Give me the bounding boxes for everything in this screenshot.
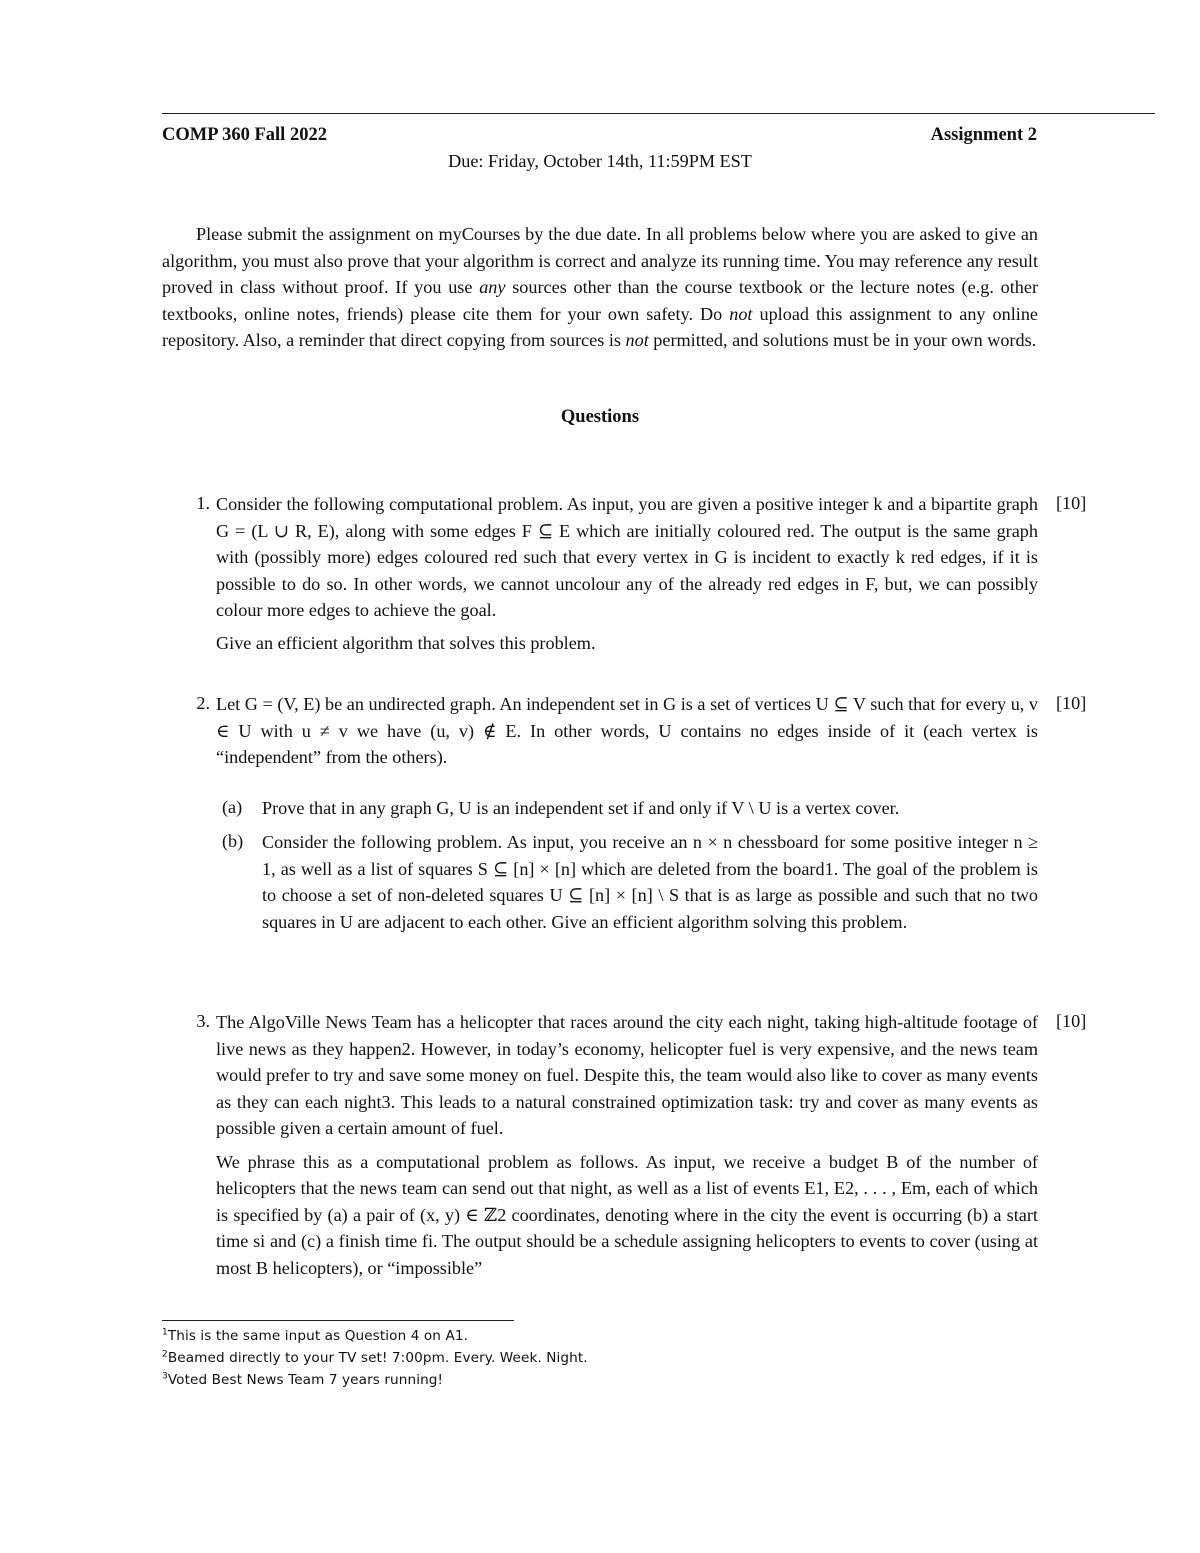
assignment-title: Assignment 2 [930,125,1037,145]
question-1-text [216,491,1038,656]
question-2-text: Let G = (V, E) be an undirected graph. An independent set in G is a set of vertices U ⊆ V such that for every u, v ∈ U with u ≠ v we have (u, v) ∉ E. In other words, U contains no edges inside of it (each vertex is “independent” from the others). [216,694,1038,767]
question-2a-text: Prove that in any graph G, U is an independent set if and only if V \ U is a vertex cover. [262,798,900,818]
footnote-rule [162,1320,514,1321]
question-1-number: 1. [196,493,210,513]
question-3-text [216,1009,1038,1281]
question-1-marks: [10] [1056,493,1087,513]
question-3-paragraph-1: The AlgoVille News Team has a helicopter that races around the city each night, taking high-altitude footage of live news as they happen2. However, in today’s economy, helicopter fuel is very expensive, and the news team would prefer to try and save some money on fuel. Despite this, the team would also like to cover as many events as they can each night3. This leads to a natural constrained optimization task: try and cover as many events as possible given a certain amount of fuel. [216,1012,1038,1138]
question-3-marks: [10] [1056,1011,1087,1031]
header-rule [162,113,1155,114]
question-2-marks: [10] [1056,693,1087,713]
question-2b-text: Consider the following problem. As input, you receive an n × n chessboard for some positive integer n ≥ 1, as well as a list of squares S ⊆ [n] × [n] which are deleted from the board1. The goal of the problem is to choose a set of non-deleted squares U ⊆ [n] × [n] \ S that is as large as possible and such that no two squares in U are adjacent to each other. Give an efficient algorithm solving this problem. [262,832,1038,932]
question-2b-label: (b) [222,831,244,851]
question-2a-label: (a) [222,797,243,817]
footnote-2: $^2$Beamed directly to your TV set! 7:00pm. Every. Week. Night. [162,1349,588,1366]
question-3-number: 3. [196,1011,210,1031]
footnote-1: $^1$This is the same input as Question 4 on A1. [162,1327,469,1344]
question-2-number: 2. [196,693,210,713]
course-title: COMP 360 Fall 2022 [162,125,327,145]
question-1-paragraph-2: Give an efficient algorithm that solves this problem. [216,632,596,653]
due-date: Due: Friday, October 14th, 11:59PM EST [448,151,752,171]
question-3-paragraph-2: We phrase this as a computational problem as follows. As input, we receive a budget B of the number of helicopters that the news team can send out that night, as well as a list of events E1, E2, . . . , Em, each of which is specified by (a) a pair of (x, y) ∈ ℤ2 coordinates, denoting where in the city the event is occurring (b) a start time si and (c) a finish time fi. The output should be a schedule assigning helicopters to events to cover (using at most B helicopters), or “impossible” [216,1151,1038,1278]
footnote-3: $^3$Voted Best News Team 7 years running! [162,1371,444,1388]
intro-paragraph: Please submit the assignment on myCourses by the due date. In all problems below where you are asked to give an algorithm, you must also prove that your algorithm is correct and analyze its running time. You may reference any result proved in class without proof. If you use any sources other than the course textbook or the lecture notes (e.g. other textbooks, online notes, friends) please cite them for your own safety. Do not upload this assignment to any online repository. Also, a reminder that direct copying from sources is not permitted, and solutions must be in your own words. [162,224,1038,350]
questions-heading: Questions [560,407,640,427]
question-1-paragraph-1: Consider the following computational problem. As input, you are given a positive integer k and a bipartite graph G = (L ∪ R, E), along with some edges F ⊆ E which are initially coloured red. The output is the same graph with (possibly more) edges coloured red such that every vertex in G is incident to exactly k red edges, if it is possible to do so. In other words, we cannot uncolour any of the already red edges in F, but, we can possibly colour more edges to achieve the goal. [216,494,1038,620]
